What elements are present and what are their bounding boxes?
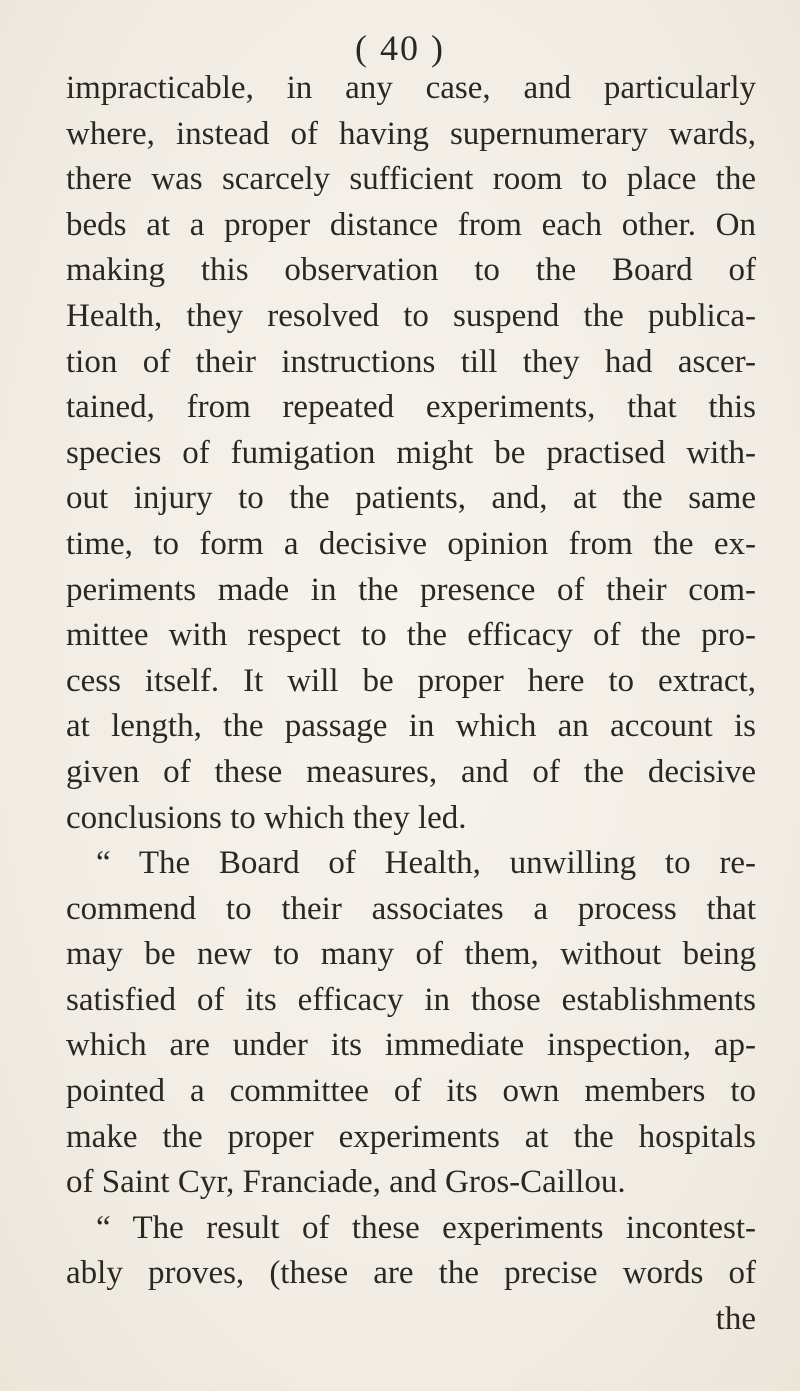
text-line: time, to form a decisive opinion from the ex-: [66, 525, 756, 562]
text-line: impracticable, in any case, and particularly: [66, 70, 756, 106]
text-line: “ The Board of Health, unwilling to re-: [96, 845, 756, 882]
text-line: cess itself. It will be proper here to extract,: [66, 662, 756, 699]
text-line: Health, they resolved to suspend the publica-: [66, 297, 756, 334]
body-text: [66, 66, 756, 1343]
text-line: of Saint Cyr, Franciade, and Gros-Caillou.: [66, 1164, 626, 1201]
text-line: there was scarcely sufficient room to place the: [66, 161, 756, 198]
text-line: make the proper experiments at the hospitals: [66, 1118, 756, 1155]
text-line: mittee with respect to the efficacy of the pro-: [66, 617, 756, 654]
text-line: tion of their instructions till they had ascer-: [66, 343, 756, 380]
text-line: tained, from repeated experiments, that this: [66, 389, 756, 426]
text-line: pointed a committee of its own members to: [66, 1073, 756, 1110]
text-line: may be new to many of them, without being: [66, 936, 756, 973]
text-line: given of these measures, and of the decisive: [66, 753, 756, 790]
text-line: satisfied of its efficacy in those establishments: [66, 981, 756, 1018]
text-line: periments made in the presence of their com-: [66, 571, 756, 608]
text-line: making this observation to the Board of: [66, 252, 756, 289]
text-line: at length, the passage in which an account is: [66, 708, 756, 745]
text-line: where, instead of having supernumerary wards,: [66, 115, 756, 152]
text-line: beds at a proper distance from each other. On: [66, 206, 756, 243]
text-line: commend to their associates a process that: [66, 890, 756, 927]
page-number: ( 40 ): [355, 28, 445, 68]
text-line: species of fumigation might be practised with-: [66, 434, 756, 471]
text-line: which are under its immediate inspection, ap-: [66, 1027, 756, 1064]
text-line: “ The result of these experiments incontest-: [96, 1209, 756, 1246]
text-line: conclusions to which they led.: [66, 799, 467, 836]
catchword: the: [715, 1301, 756, 1338]
text-line: out injury to the patients, and, at the same: [66, 480, 756, 517]
text-line: ably proves, (these are the precise words of: [66, 1255, 756, 1292]
